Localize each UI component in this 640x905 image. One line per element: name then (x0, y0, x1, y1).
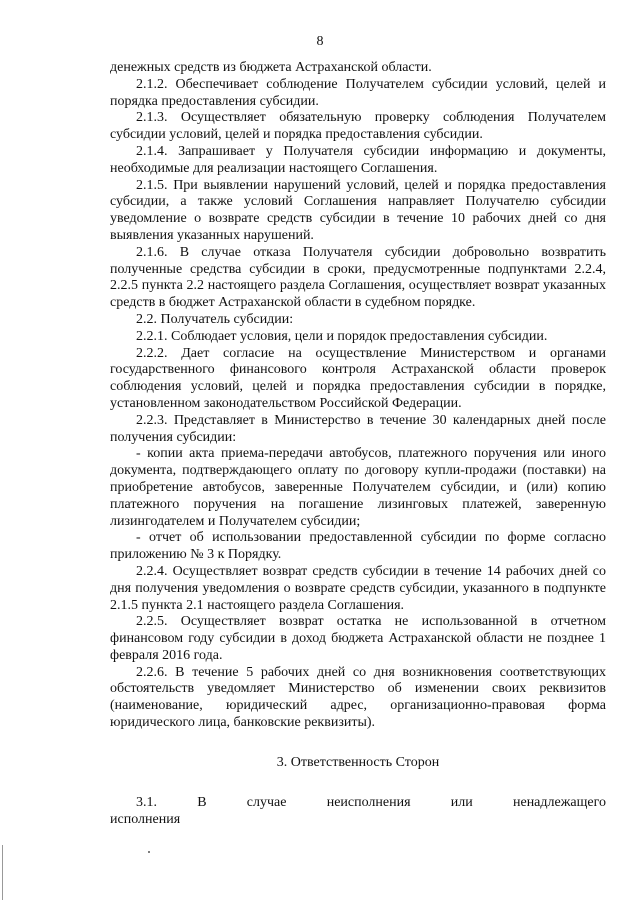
paragraph: 2.1.2. Обеспечивает соблюдение Получателем субсидии условий, целей и порядка предоставления субсидии. (110, 76, 606, 109)
last-paragraph: 3.1. В случае неисполнения или ненадлежащего исполнения (110, 794, 606, 827)
paragraph: 2.2.5. Осуществляет возврат остатка не использованной в отчетном финансовом году субсидии в доход бюджета Астраханской области не позднее 1 февраля 2016 года. (110, 614, 606, 663)
document-body (110, 60, 606, 828)
paragraph: 2.2.2. Дает согласие на осуществление Министерством и органами государственного финансового контроля Астраханской области проверок соблюдения условий, целей и порядка предоставления субсидии в порядке, установленном законодательством Российской Федерации. (110, 345, 606, 411)
scan-speck (148, 851, 150, 853)
paragraph: 2.1.6. В случае отказа Получателя субсидии добровольно возвратить полученные средства субсидии в сроки, предусмотренные подпунктами 2.2.4, 2.2.5 пункта 2.2 настоящего раздела Соглашения, осуществляет возврат указанных средств в бюджет Астраханской области в судебном порядке. (110, 244, 606, 311)
paragraph: 2.1.3. Осуществляет обязательную проверку соблюдения Получателем субсидии условий, целей и порядка предоставления субсидии. (110, 110, 606, 143)
scan-edge-mark (2, 845, 3, 900)
paragraph: 2.2.4. Осуществляет возврат средств субсидии в течение 14 рабочих дней со дня получения уведомления о возврате средств субсидии, указанного в подпункте 2.1.5 пункта 2.1 настоящего раздела Соглашения. (110, 563, 606, 613)
paragraph: 2.2.6. В течение 5 рабочих дней со дня возникновения соответствующих обстоятельств уведомляет Министерство об изменении своих реквизитов (наименование, юридический адрес, организационно-правовая форма юридического лица, банковские реквизиты). (110, 664, 606, 731)
paragraph: 2.1.5. При выявлении нарушений условий, целей и порядка предоставления субсидии, а также условий Соглашения направляет Получателю субсидии уведомление о возврате средств субсидии в течение 10 рабочих дней со дня выявления указанных нарушений. (110, 177, 606, 243)
page-number: 8 (316, 34, 324, 49)
paragraph: 2.2.3. Представляет в Министерство в течение 30 календарных дней после получения субсидии: (110, 412, 606, 445)
section-heading: 3. Ответственность Сторон (276, 754, 440, 770)
paragraph: - отчет об использовании предоставленной субсидии по форме согласно приложению № 3 к Порядку. (110, 530, 606, 563)
paragraph: 2.2. Получатель субсидии: (136, 311, 294, 327)
paragraph: 2.1.4. Запрашивает у Получателя субсидии информацию и документы, необходимые для реализации настоящего Соглашения. (110, 143, 606, 176)
paragraph: - копии акта приема-передачи автобусов, платежного поручения или иного документа, подтверждающего оплату по договору купли-продажи (поставки) на приобретение автобусов, заверенные Получателем субсидии, и (или) копию платежного поручения на погашение лизинговых платежей, заверенную лизингодателем и Получателем субсидии; (110, 446, 606, 529)
paragraph: денежных средств из бюджета Астраханской области. (110, 60, 432, 75)
paragraph: 2.2.1. Соблюдает условия, цели и порядок предоставления субсидии. (136, 328, 548, 344)
